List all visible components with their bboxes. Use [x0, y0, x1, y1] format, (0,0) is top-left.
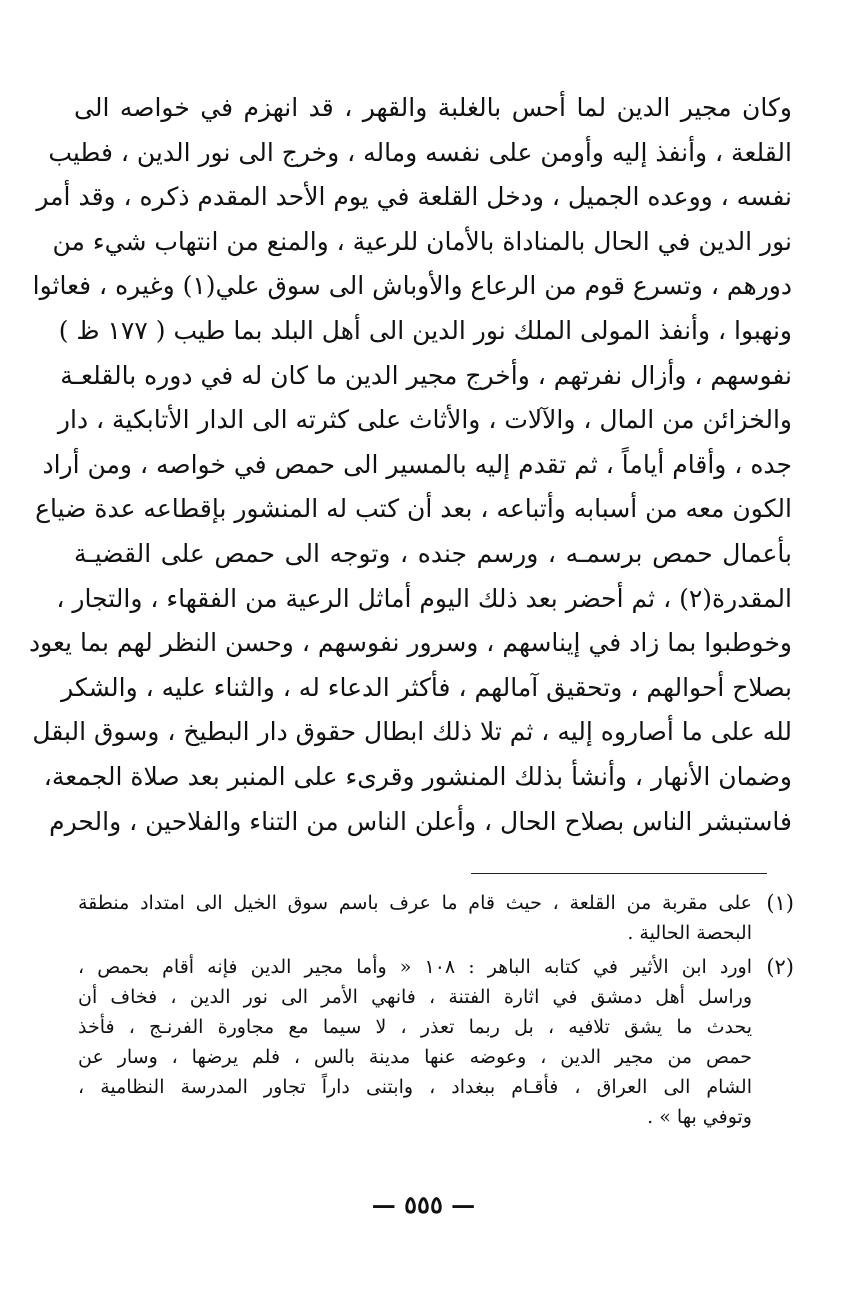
- text-line: والخزائن من المال ، والآلات ، والأثاث على كثرته الى الدار الأتابكية ، دار: [57, 405, 792, 435]
- footnote-line: وتوفي بها » .: [647, 1106, 752, 1128]
- footnote-1: [78, 888, 794, 948]
- text-line: فاستبشر الناس بصلاح الحال ، وأعلن الناس من التناء والفلاحين ، والحرم: [49, 806, 792, 836]
- text-line: نفوسهم ، وأزال نفرتهم ، وأخرج مجير الدين ما كان له في دوره بالقلعـة: [60, 360, 792, 390]
- text-line: الكون معه من أسبابه وأتباعه ، بعد أن كتب له المنشور بإقطاعه عدة ضياع: [35, 494, 792, 524]
- text-line: بأعمال حمص برسمـه ، ورسم جنده ، وتوجه الى حمص على القضيـة: [74, 538, 792, 568]
- text-line: بصلاح أحوالهم ، وتحقيق آمالهم ، فأكثر الدعاء له ، والثناء عليه ، والشكر: [61, 672, 792, 702]
- text-line: المقدرة(٢) ، ثم أحضر بعد ذلك اليوم أماثل الرعية من الفقهاء ، والتجار ،: [56, 583, 792, 613]
- footnote-line: يحدث ما يشق تلافيه ، بل ربما تعذر ، لا سيما مع مجاورة الفرنـج ، فأخذ: [78, 1016, 752, 1038]
- footnote-divider: [471, 873, 767, 874]
- footnote-line: البحصة الحالية .: [627, 922, 752, 944]
- text-line: وخوطبوا بما زاد في إيناسهم ، وسرور نفوسهم ، وحسن النظر لهم بما يعود: [28, 628, 792, 658]
- footnote-line: اورد ابن الأثير في كتابه الباهر : ١٠٨ « وأما مجير الدين فإنه أقام بحمص ،: [78, 956, 752, 978]
- footnote-2: [78, 952, 794, 1132]
- main-text-body: [28, 86, 792, 844]
- text-line: وضمان الأنهار ، وأنشأ بذلك المنشور وقرىء على المنبر بعد صلاة الجمعة،: [43, 761, 792, 791]
- text-line: نفسه ، ووعده الجميل ، ودخل القلعة في يوم الأحد المقدم ذكره ، وقد أمر: [36, 182, 792, 212]
- text-line: وكان مجير الدين لما أحس بالغلبة والقهر ، قد انهزم في خواصه الى: [74, 93, 792, 122]
- text-line: القلعة ، وأنفذ إليه وأومن على نفسه وماله ، وخرج الى نور الدين ، فطيب: [48, 137, 792, 167]
- text-line: لله على ما أصاروه إليه ، ثم تلا ذلك ابطال حقوق دار البطيخ ، وسوق البقل: [32, 717, 792, 747]
- footnote-marker: (١): [766, 891, 794, 915]
- footnote-line: الشام الى العراق ، فأقـام ببغداد ، وابتنى داراً تجاور المدرسة النظامية ،: [78, 1076, 752, 1098]
- text-line: جده ، وأقام أياماً ، ثم تقدم إليه بالمسير الى حمص في خواصه ، ومن أراد: [42, 449, 792, 479]
- footnote-line: حمص من مجير الدين ، وعوضه عنها مدينة بالس ، فلم يرضها ، وسار عن: [78, 1046, 752, 1068]
- footnotes-section: [78, 888, 794, 1136]
- footnote-marker: (٢): [766, 955, 794, 979]
- text-line: دورهم ، وتسرع قوم من الرعاع والأوباش الى سوق علي(١) وغيره ، فعاثوا: [32, 271, 792, 301]
- footnote-line: على مقربة من القلعة ، حيث قام ما عرف باسم سوق الخيل الى امتداد منطقة: [78, 892, 752, 914]
- text-line: ونهبوا ، وأنفذ المولى الملك نور الدين الى أهل البلد بما طيب ( ١٧٧ ظ ): [58, 315, 792, 345]
- footnote-line: وراسل أهل دمشق في اثارة الفتنة ، فانهي الأمر الى نور الدين ، فخاف أن: [78, 986, 752, 1008]
- text-line: نور الدين في الحال بالمناداة بالأمان للرعية ، والمنع من انتهاب شيء من: [52, 226, 792, 256]
- page-number: — ٥٥٥ —: [371, 1190, 476, 1219]
